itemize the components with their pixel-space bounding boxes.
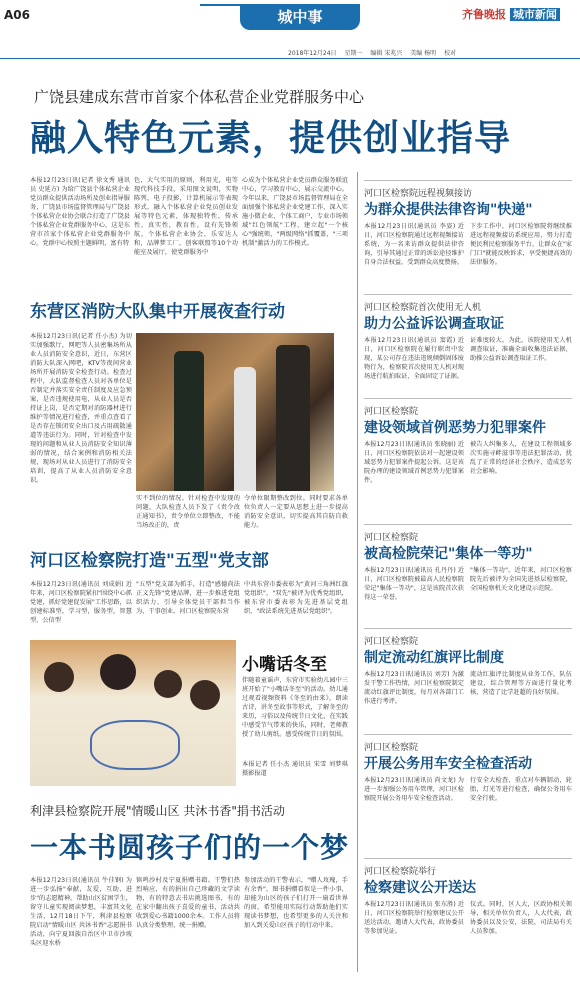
right-item-title: 检察建议公开送达	[364, 880, 476, 896]
right-item-text-right: 下步工作中，河口区检察院将继续推进远程视频接访系统应用，努力打造便民利民检察服务平台，让群众在"家门口"就能反映诉求，享受便捷高效的法律服务。	[470, 223, 572, 266]
date: 2018年12月24日	[288, 50, 337, 57]
book-headline: 一本书圆孩子们的一个梦	[30, 831, 350, 864]
book-kicker: 利津县检察院开展"情暖山区 共沐书香"捐书活动	[30, 804, 285, 818]
winter-body: 伴随着童谣声，东营市实验幼儿园中三班开始了"小嘴话冬至"的活动。幼儿通过观看视频资料《冬至的由来》，朗读古诗，讲冬至故事等形式，了解冬至的来历，习俗以及传统节日文化，在实践中感受节气带来的快乐，同时，老师教授了幼儿剪纸。感受传统节日的氛围。	[242, 677, 348, 738]
right-item-kicker: 河口区检察院	[364, 533, 419, 543]
five-type-title: 河口区检察院打造"五型"党支部	[30, 551, 269, 571]
right-item-divider	[364, 398, 572, 399]
right-item-kicker: 河口区检察院	[364, 407, 419, 417]
lead-kicker: 广饶县建成东营市首家个体私营企业党群服务中心	[34, 88, 365, 106]
fire-inspection-photo	[136, 333, 334, 491]
kindergarten-photo	[30, 640, 236, 786]
right-item-text-left: 本报12月23日讯(通讯员 刘芳) 为激发干警工作热情，河口区检察院制定流动红旗评比制度，每月对各部门工作进行考评。	[364, 671, 464, 705]
right-item-text-right: 被告人纠集多人，在建设工程领域多次实施寻衅滋事等违法犯罪活动，扰乱了正常的经济社会秩序，造成恶劣社会影响。	[470, 441, 572, 475]
designer: 美编 杨明	[410, 50, 437, 57]
winter-credit: 本报记者 任小杰 通讯员 宋雪 刘梦琪 摄影报道	[242, 761, 348, 777]
right-item-divider	[364, 294, 572, 295]
newspaper-logo	[462, 6, 560, 22]
right-item-text-left: 本报12月23日讯(通讯员 尚文龙) 为进一步加强公务用车管理，河口区检察院开展公务用车安全检查活动。	[364, 777, 464, 802]
column-divider	[357, 172, 358, 972]
right-item-title: 开展公务用车安全检查活动	[364, 756, 532, 772]
weekday: 星期一	[344, 50, 363, 57]
section-tab: 城中事	[240, 4, 360, 30]
fire-col-left: 本报12月23日讯(记者 任小杰) 为切实加强歌厅，网吧等人员密集场所从业人员消防安全意识，近日，东营区消防大队深入网吧，KTV等夜间营业场所开展消防安全检查行动。检查过程中，大队监督检查人员对各单位是否制定并落实安全责任制度及应急预案，是否违规使用电，从业人员是否持证上岗，是否定期对消防器材进行维护等情况进行检查，并重点查看了是否存在锁闭安全出口及占用疏散通道等违法行为。同时，针对检查中发现的问题和从业人员消防安全知识薄弱的情况，结合案例和消防相关法规，现场对从业人员进行了消防安全培训，提高了从业人员消防安全意识。	[30, 333, 132, 484]
logo-name: 齐鲁晚报	[462, 8, 506, 21]
right-item-kicker: 河口区检察院远程视频接访	[364, 189, 473, 199]
proofreader: 校对	[444, 50, 457, 57]
five-col-3: 中共东营市委表彰为"黄河三角洲红旗党组织"，"双先"被评为优秀党组织，被东营市委表彰为先进基层党组织，"政法系统先进基层党组织"。	[244, 581, 348, 615]
five-col-1: 本报12月23日讯(通讯员 刘成娟) 近年来，河口区检察院紧扣"围绕中心抓党建，抓好党建促发展"工作思路，以创建标准型，学习型，服务型，智慧型，公信型	[30, 581, 132, 624]
fire-title: 东营区消防大队集中开展夜查行动	[30, 302, 285, 322]
right-item-divider	[364, 180, 572, 181]
fire-col-right: 令单位限期整改到位。同时要求各单位负责人一定要从思想上进一步提高消防安全意识，切实提高其自防自救能力。	[244, 495, 348, 529]
right-item-kicker: 河口区检察院	[364, 637, 419, 647]
right-item-text-left: 本报12月23日讯(通讯员 李姿) 近日，河口区检察院通过远程视频接访系统，为一名来访群众提供法律咨询，引导其通过正常的诉讼途径维护自身合法权益。受到群众高度赞扬。	[364, 223, 464, 266]
right-item-text-right: 仪式。同时，区人大，区政协相关领导，相关单位负责人，人大代表，政协委员以及公安，法院，司法局有关人员参加。	[470, 901, 572, 935]
right-item-divider	[364, 628, 572, 629]
right-item-title: 制定流动红旗评比制度	[364, 650, 504, 666]
lead-col-2: 色，大气实用的原则，利用光，电等现代科技手段，采用图文说明，实物陈列，电子投影，计算机展示等表现形式，融入个体私营企业党员创业发展等特色元素，体现独特性，传承性，真实性，教育性，设有先锋领航，个体私营企业协会，乐安达人和，品牌梦工厂，创客联盟等10个功能室及展厅，使党群服务中	[134, 177, 238, 256]
right-item-kicker: 河口区检察院	[364, 743, 419, 753]
page-number: A06	[4, 8, 30, 22]
right-item-text-right: "集体一等功"。近年来，河口区检察院先后被评为全国先进基层检察院，全国检察机关文化建设示范院。	[470, 567, 572, 592]
fire-col-mid: 实不到位的情况。针对检查中发现的问题，大队检查人员下发了《责令改正通知书》，责令单位立即整改，不能当场改正的，责	[136, 495, 240, 529]
right-item-text-right: 流动红旗评比制度从业务工作，队伍建设，综合管理等方面进行量化考核，营造了比学赶超的良好氛围。	[470, 671, 572, 696]
right-item-text-left: 本报12月23日讯(通讯员 张东胜) 近日，河口区检察院举行检察建议公开送达活动，邀请人大代表，政协委员等参加见证。	[364, 901, 464, 935]
right-item-title: 被高检院荣记"集体一等功"	[364, 546, 533, 562]
right-item-title: 为群众提供法律咨询"快递"	[364, 202, 533, 218]
five-col-2: "五型"党支部为抓手，打造"感德尚法 正义先锋"党建品牌，进一步推进党组织活力，引导全体党员干部担当作为，干事创业。河口区检察院东营	[136, 581, 240, 615]
header-rule	[0, 58, 580, 59]
right-item-title: 建设领域首例恶势力犯罪案件	[364, 420, 546, 436]
right-item-kicker: 河口区检察院举行	[364, 867, 437, 877]
dateline	[288, 48, 462, 57]
right-item-divider	[364, 734, 572, 735]
lead-headline: 融入特色元素，提供创业指导	[30, 118, 512, 159]
book-col-3: 参加活动的干警表示，"赠人玫瑰，手有余香"，图书捐赠看似是一件小事，却能为山区的孩子们打开一扇看世界的窗，希望能用实际行动帮助他们实现读书梦想，也希望更多的人关注和加入到关爱山区孩子的行动中来。	[244, 877, 348, 929]
page-header	[0, 0, 580, 56]
right-item-text-right: 证难度较大。为此，该院使用无人机调查取证，准确全面收集违法证据，助推公益诉讼调查取证工作。	[470, 337, 572, 362]
lead-col-3: 心成为个体私营企业党员群众服务联谊中心，学习教育中心，展示交流中心。今年以来，广饶县市场监督管理局在全面加强个体私营企业党建工作，深入实施小微企业，个体工商户，专业市场领域"红色领航"工程，建立起"一个核心"强统领，"两级网络"抓覆盖，"三项机制"激活力的工作模式。	[242, 177, 348, 247]
lead-col-1: 本报12月23日讯(记者 徐文秀 通讯员 史延方) 为给广饶县个体私营企业党员群众提供活动场所及创业指导服务，广饶县市场监督管理局与广饶县个体私营企业协会联合打造了广饶县个体私营企业党群服务中心，这是东营市首家个体私营企业党群服务中心。党群中心按照主题鲜明，富有特	[30, 177, 130, 247]
right-item-divider	[364, 524, 572, 525]
right-item-kicker: 河口区检察院首次使用无人机	[364, 303, 482, 313]
right-item-text-left: 本报12月23日讯(通讯员 窦霞) 近日，河口区检察院在履行职责中发现，某公司存在违法违规倾倒固体废物行为，检察院首次使用无人机对现场进行航拍取证，全面固定了证据。	[364, 337, 464, 380]
right-item-title: 助力公益诉讼调查取证	[364, 316, 504, 332]
right-item-text-left: 本报12月23日讯(通讯员 孔丹丹) 近日，河口区检察院被最高人民检察院荣记"集体一等功"，这是该院首次获得这一荣誉。	[364, 567, 464, 601]
book-col-2: 镇鸣沙村及宁夏捐赠书籍。干警们热烈响应，有的捐出自己珍藏的文学读物，有的特意去书店挑选图书，有的在家中翻出孩子喜爱的童书，活动共收到爱心书籍1000余本。工作人员将认真分类整理，统一捐赠。	[136, 877, 240, 929]
right-item-text-left: 本报12月23日讯(通讯员 张晓丽) 近日，河口区检察院依法对一起建设领域恶势力犯罪案件提起公诉，这是该院办理的建设领域首例恶势力犯罪案件。	[364, 441, 464, 484]
winter-title: 小嘴话冬至	[242, 655, 327, 675]
right-item-text-right: 行安全大检查，重点对车辆制动，轮胎，灯光等进行检查，确保公务用车安全行驶。	[470, 777, 572, 802]
right-item-divider	[364, 858, 572, 859]
logo-tag: 城市新闻	[510, 8, 560, 21]
editor: 编辑 宋兆兴	[370, 50, 403, 57]
book-col-1: 本报12月23日讯(通讯员 牛佳钢) 为进一步弘扬"奉献，友爱，互助，进步"的志愿精神，帮助山区贫困学生，留守儿童实现阅读梦想，丰富其文化生活，12月18日下午，利津县检察院启动"情暖山区 共沐书香"志愿捐书活动，向宁夏回族自治区中卫市沙坡头区迎水桥	[30, 877, 132, 947]
